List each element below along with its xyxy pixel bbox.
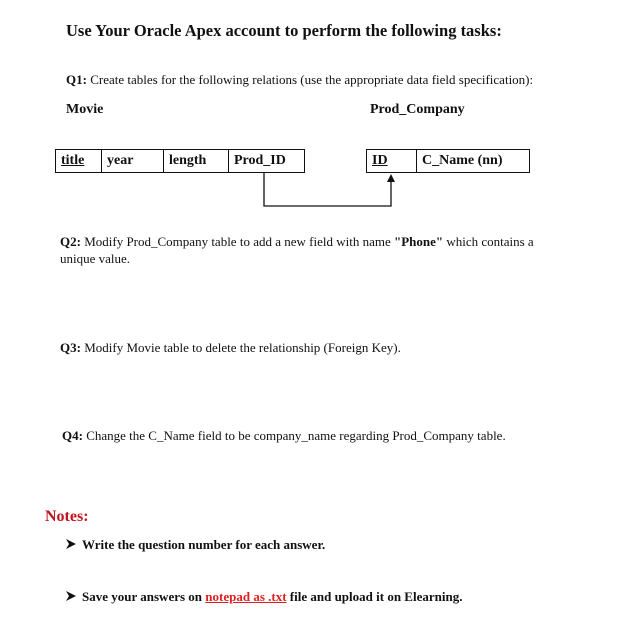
question-2 (60, 234, 534, 250)
arrow-bullet-icon (66, 539, 76, 549)
arrow-bullet-icon (66, 591, 76, 601)
movie-field-title: title (56, 150, 102, 172)
prod-company-field-id: ID (367, 150, 417, 172)
movie-field-prod-id: Prod_ID (234, 153, 286, 168)
question-2-line-2: unique value. (60, 251, 131, 266)
q2-label: Q2: (60, 234, 81, 249)
question-3 (60, 340, 401, 356)
question-4 (62, 428, 506, 444)
note-bullet-2-text-after: file and upload it on Elearning. (286, 589, 463, 604)
q4-text: Change the C_Name field to be company_name regarding Prod_Company table. (82, 428, 506, 443)
note-bullet-1 (66, 537, 325, 553)
q2-text-before: Modify Prod_Company table to add a new field with name (80, 234, 394, 249)
q2-phone-value: "Phone" (393, 234, 444, 249)
q3-text: Modify Movie table to delete the relationship (Foreign Key). (80, 340, 401, 355)
notes-heading: Notes: (45, 508, 89, 525)
movie-field-length: length (164, 150, 229, 172)
note-bullet-2-text-before: Save your answers on (82, 589, 206, 604)
q3-label: Q3: (60, 340, 81, 355)
note-bullet-2 (66, 589, 462, 605)
arrow-head-icon (387, 174, 395, 182)
notepad-link[interactable]: notepad as .txt (205, 589, 287, 604)
movie-table-label: Movie (66, 102, 104, 117)
movie-field-year: year (102, 150, 164, 172)
q4-label: Q4: (62, 428, 83, 443)
q2-text-after: which contains a (443, 234, 534, 249)
q1-text: Create tables for the following relations (use the appropriate data field specification): (86, 72, 534, 87)
note-bullet-1-text: Write the question number for each answer. (82, 537, 326, 552)
prod-company-field-c-name: C_Name (nn) (422, 153, 503, 168)
q1-label: Q1: (66, 72, 87, 87)
prod-company-table-label: Prod_Company (370, 102, 465, 117)
page-title: Use Your Oracle Apex account to perform the following tasks: (66, 21, 502, 40)
